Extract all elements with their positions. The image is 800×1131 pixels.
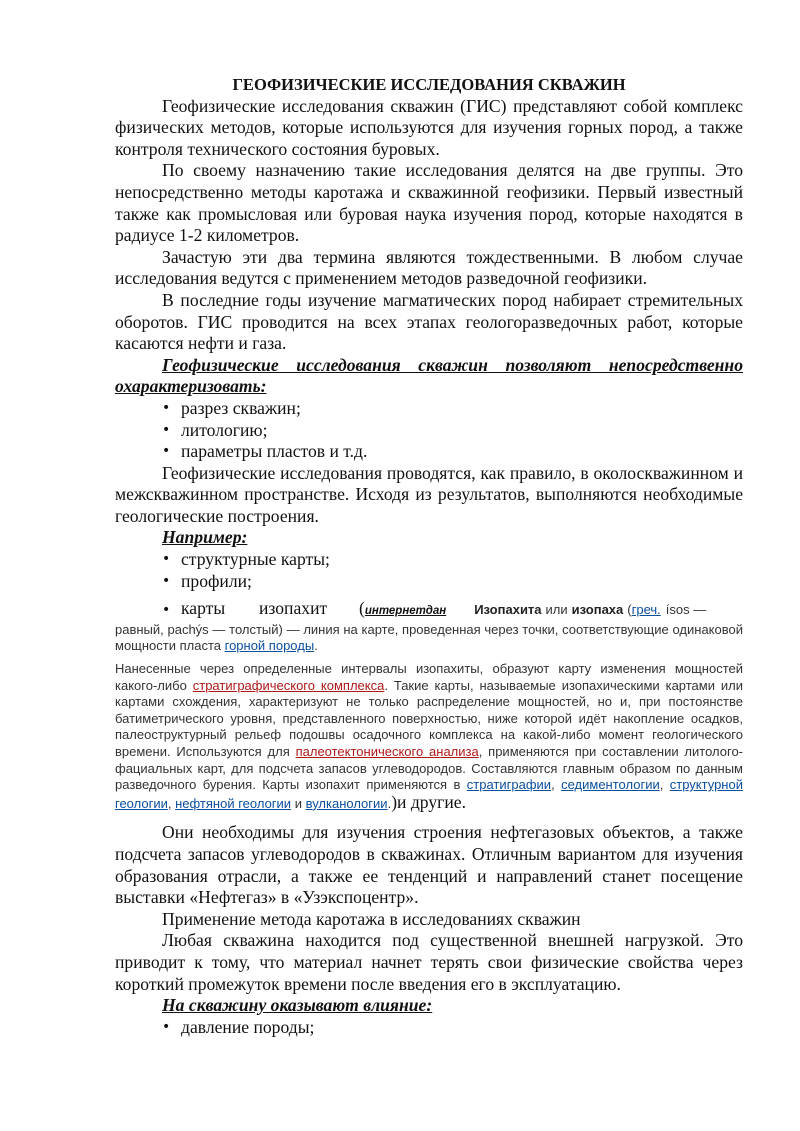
stratigraphic-complex-link[interactable]: стратиграфического комплекса — [192, 677, 385, 693]
volcanology-link[interactable]: вулканологии — [305, 795, 388, 811]
separator: , — [167, 795, 172, 811]
isopach-block — [115, 598, 743, 812]
rock-link[interactable]: горной породы — [224, 638, 315, 654]
period: . — [314, 638, 318, 654]
greek-word: ísos — — [665, 602, 707, 618]
isopach-description — [115, 661, 743, 812]
source-note: интернетдан — [364, 605, 447, 618]
list-item: • профили; — [162, 571, 743, 593]
heading-influence: На скважину оказывают влияние: — [162, 995, 433, 1016]
petroleum-geology-link[interactable]: нефтяной геологии — [175, 795, 292, 811]
isopach-word-maps: карты — [181, 598, 226, 619]
heading-characterize: Геофизические исследования скважин позволяют непосредственно охарактеризовать: — [115, 354, 743, 397]
isopach-definition-text: равный, pachýs — толстый) — линия на карте, проведенная через точки, соответствующие одинаковой мощности пласта — [115, 621, 743, 654]
term-or: или — [545, 602, 568, 618]
isopach-definition — [115, 622, 743, 655]
isopach-open-paren: ( — [359, 598, 365, 619]
isopach-text-b: . Такие карты, называемые изопахическими картами или картами схождения, характеризуют не только распределение мощностей, но и, при постоянстве батиметрического уровня, представленного поверхностью, ниже которой идёт накопление осадков, палеоструктурный рельеф подошвы осадочного комплекса на какой-либо момент геологического времени. Используются для — [115, 677, 743, 759]
isopach-word-isopach: изопахит — [259, 598, 328, 619]
isopach-first-line — [115, 598, 743, 622]
paragraph-recent-years: В последние годы изучение магматических пород набирает стремительных оборотов. ГИС проводится на всех этапах геологоразведочных работ, которые касаются нефти и газа. — [115, 289, 743, 354]
open-paren-2: ( — [627, 602, 632, 618]
term-isopach-alt: изопаха — [571, 602, 624, 618]
paragraph-logging-method: Применение метода каротажа в исследованиях скважин — [162, 908, 581, 929]
isopach-tail: )и другие. — [391, 791, 467, 812]
greek-link[interactable]: греч. — [631, 602, 661, 618]
sedimentology-link[interactable]: седиментологии — [561, 777, 660, 793]
list-characterize — [115, 398, 743, 463]
separator: , — [551, 777, 555, 793]
list-item: • давление породы; — [162, 1017, 743, 1039]
paragraph-terms: Зачастую эти два термина являются тождественными. В любом случае исследования ведутся с применением методов разведочной геофизики. — [115, 246, 743, 289]
paleotectonic-link[interactable]: палеотектонического анализа — [295, 744, 479, 759]
conjunction: и — [294, 795, 302, 811]
page-title: ГЕОФИЗИЧЕСКИЕ ИССЛЕДОВАНИЯ СКВАЖИН — [232, 75, 626, 94]
isopach-text-a: Нанесенные через определенные интервалы изопахиты, образуют карту изменения мощностей какого-либо — [115, 661, 743, 693]
separator: , — [659, 777, 664, 793]
isopach-text-c: , применяются при составлении литолого-фациальных карт, для подсчета запасов углеводородов. Составляются главным образом по данным разведочного бурения. Карты изопахит применяются в — [115, 744, 744, 793]
structural-geology-link[interactable]: структурной геологии — [115, 777, 743, 811]
document-page — [115, 74, 743, 1038]
stratigraphy-link[interactable]: стратиграфии — [466, 777, 552, 793]
list-item: • литологию; — [162, 420, 743, 442]
list-influence — [115, 1017, 743, 1039]
bullet-icon: • — [162, 602, 171, 619]
heading-example: Например: — [162, 527, 248, 548]
paragraph-load: Любая скважина находится под существенной внешней нагрузкой. Это приводит к тому, что материал начнет терять свои физические свойства через короткий промежуток времени после введения его в эксплуатацию. — [115, 930, 743, 994]
list-item: • параметры пластов и т.д. — [162, 441, 743, 463]
paragraph-space: Геофизические исследования проводятся, как правило, в околоскважинном и межскважинном пространстве. Исходя из результатов, выполняются необходимые геологические построения. — [115, 462, 743, 526]
paragraph-gis-definition: Геофизические исследования скважин (ГИС) представляют собой комплекс физических методов, которые используются для изучения горных пород, а также контроля технического состояния буровых. — [115, 95, 743, 159]
period: . — [387, 795, 392, 811]
list-item: • структурные карты; — [162, 549, 743, 571]
paragraph-exhibition: Они необходимы для изучения строения нефтегазовых объектов, а также подсчета запасов углеводородов в скважинах. Отличным вариантом для изучения образования отрасли, а также ее тенденций и направлений станет посещение выставки «Нефтегаз» в «Узэкспоцентр». — [115, 822, 743, 908]
term-isopach: Изопахита — [474, 602, 542, 618]
paragraph-groups: По своему назначению такие исследования делятся на две группы. Это непосредственно методы каротажа и скважинной геофизики. Первый известный также как промысловая или буровая наука изучения пород, которые находятся в радиусе 1-2 километров. — [115, 160, 743, 246]
list-item: • разрез скважин; — [162, 398, 743, 420]
list-examples — [115, 549, 743, 592]
